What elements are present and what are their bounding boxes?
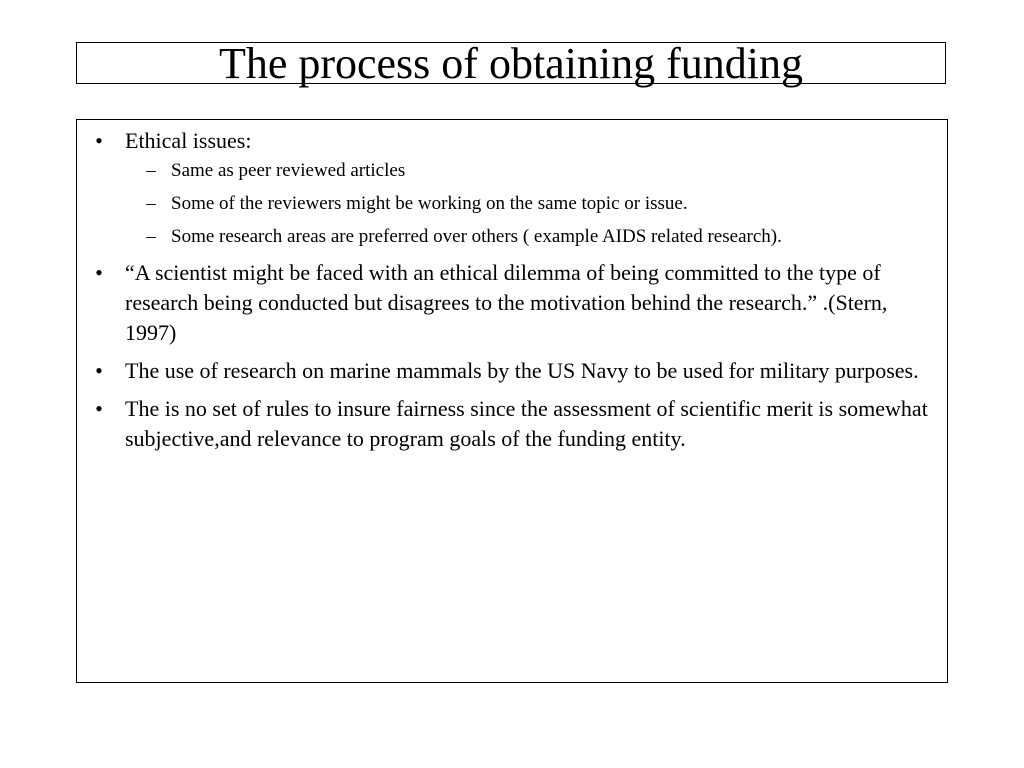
sub-bullet-text: Same as peer reviewed articles (171, 160, 406, 181)
bullet-item (77, 394, 947, 454)
sub-bullet-marker: – (146, 160, 156, 181)
content-box (76, 119, 948, 683)
bullet-text: The is no set of rules to insure fairness since the assessment of scientific merit is somewhat subjective,and relevance to program goals of the funding entity. (125, 396, 928, 451)
sub-bullet-list (125, 158, 929, 250)
bullet-marker: • (95, 358, 103, 383)
bullet-text: Ethical issues: (125, 128, 252, 153)
title-box (76, 39, 946, 88)
bullet-text: “A scientist might be faced with an ethical dilemma of being committed to the type of research being conducted but disagrees to the motivation behind the research.” .(Stern, 1997) (125, 260, 888, 345)
bullet-item (77, 356, 947, 386)
sub-bullet-item (125, 191, 929, 217)
bullet-text: The use of research on marine mammals by the US Navy to be used for military purposes. (125, 358, 919, 383)
bullet-marker: • (95, 396, 103, 421)
slide-title: The process of obtaining funding (218, 39, 804, 88)
bullet-item (77, 258, 947, 348)
bullet-marker: • (95, 128, 103, 153)
bullet-list (77, 126, 947, 462)
bullet-item (77, 126, 947, 250)
sub-bullet-marker: – (146, 226, 156, 247)
sub-bullet-text: Some of the reviewers might be working on the same topic or issue. (171, 193, 688, 214)
sub-bullet-item (125, 158, 929, 184)
sub-bullet-text: Some research areas are preferred over others ( example AIDS related research). (171, 226, 782, 247)
bullet-marker: • (95, 260, 103, 285)
sub-bullet-marker: – (146, 193, 156, 214)
sub-bullet-item (125, 224, 929, 250)
